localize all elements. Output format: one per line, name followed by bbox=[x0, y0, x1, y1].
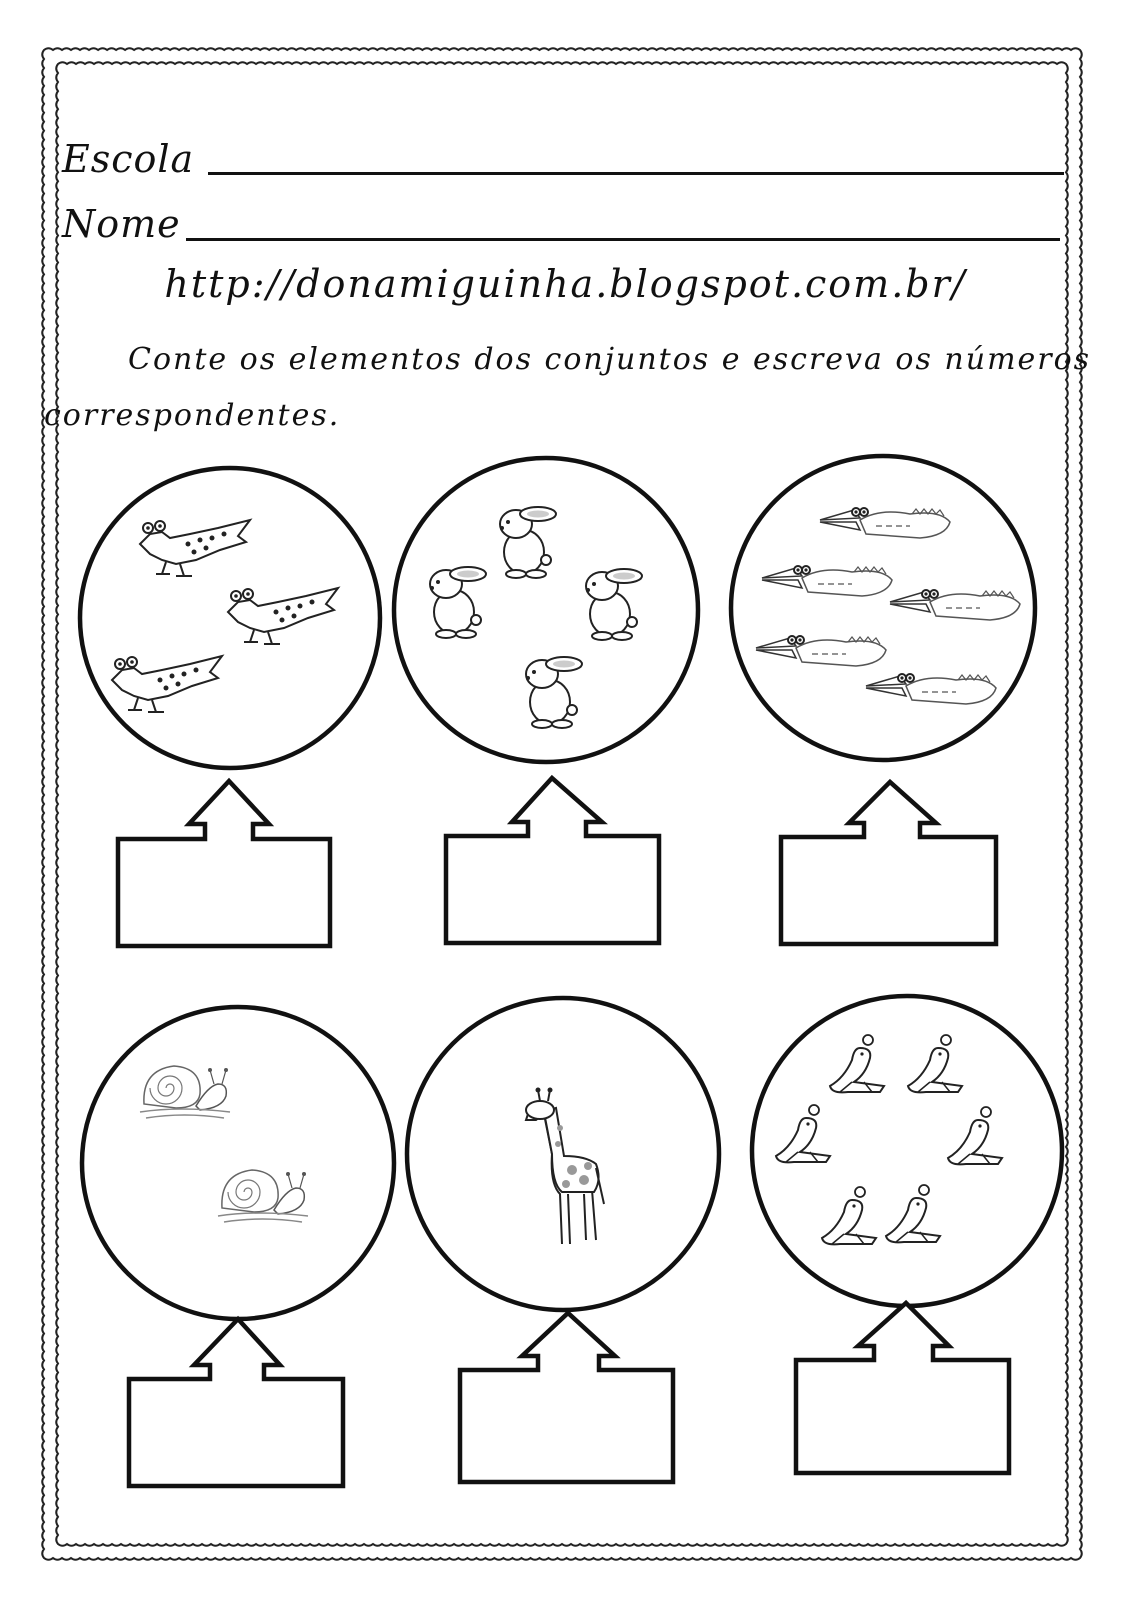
seal-icon bbox=[776, 1105, 830, 1162]
rabbit-icon bbox=[526, 657, 582, 728]
seal-icon bbox=[830, 1035, 884, 1092]
answer-box[interactable] bbox=[796, 1303, 1009, 1473]
alligator-icon bbox=[890, 590, 1020, 620]
answer-box[interactable] bbox=[446, 778, 659, 943]
answer-box[interactable] bbox=[129, 1319, 343, 1486]
instruction-line-2: correspondentes. bbox=[44, 398, 341, 433]
set-circle bbox=[80, 468, 380, 768]
answer-box[interactable] bbox=[460, 1313, 673, 1482]
crocodile-icon bbox=[228, 588, 338, 644]
instruction-line-1: Conte os elementos dos conjuntos e escreva os números bbox=[128, 342, 1092, 377]
answer-box[interactable] bbox=[781, 782, 996, 944]
school-label: Escola bbox=[62, 137, 195, 181]
alligator-icon bbox=[820, 508, 950, 538]
answer-box[interactable] bbox=[118, 781, 330, 946]
seal-icon bbox=[822, 1187, 876, 1244]
seal-icon bbox=[948, 1107, 1002, 1164]
rabbit-icon bbox=[430, 567, 486, 638]
alligator-icon bbox=[866, 674, 996, 704]
name-label: Nome bbox=[62, 202, 181, 246]
alligator-icon bbox=[762, 566, 892, 596]
set-circle bbox=[82, 1007, 394, 1319]
alligator-icon bbox=[756, 636, 886, 666]
seal-icon bbox=[886, 1185, 940, 1242]
rabbit-icon bbox=[500, 507, 556, 578]
rabbit-icon bbox=[586, 569, 642, 640]
blog-url: http://donamiguinha.blogspot.com.br/ bbox=[164, 262, 967, 306]
snail-icon bbox=[140, 1066, 230, 1118]
crocodile-icon bbox=[140, 520, 250, 576]
giraffe-icon bbox=[526, 1088, 604, 1245]
seal-icon bbox=[908, 1035, 962, 1092]
crocodile-icon bbox=[112, 656, 222, 712]
snail-icon bbox=[218, 1170, 308, 1222]
